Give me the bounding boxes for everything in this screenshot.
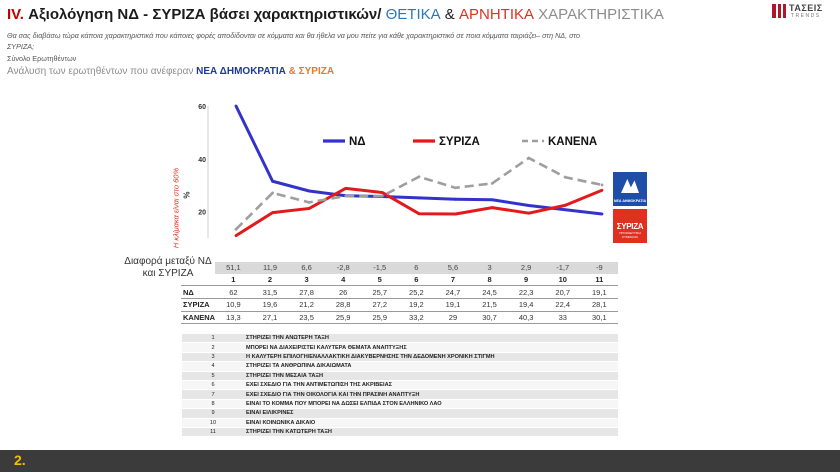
table-cell: 31,5: [252, 286, 289, 299]
table-cell: 19,2: [398, 299, 435, 312]
data-point: [271, 191, 274, 194]
table-cell: 3: [304, 275, 309, 285]
table-cell: 51,1: [215, 262, 252, 274]
characteristic-text: ΕΧΕΙ ΣΧΕΔΙΟ ΓΙΑ ΤΗΝ ΑΝΤΙΜΕΤΩΠΙΣΗ ΤΗΣ ΑΚΡΙΒΕΙΑΣ: [244, 380, 618, 389]
title-negative: ΑΡΝΗΤΙΚΑ: [458, 6, 534, 23]
table-cell: 40,3: [508, 311, 545, 324]
table-cell: 19,6: [252, 299, 289, 312]
nd-logo-label: ΝΕΑ ΔΗΜΟΚΡΑΤΙΑ: [613, 199, 647, 203]
table-cell: -9: [581, 262, 618, 274]
section-number: IV.: [7, 6, 24, 23]
data-point: [491, 198, 494, 201]
data-table: [181, 262, 618, 324]
table-cell: 6: [398, 262, 435, 274]
characteristic-number: 7: [182, 390, 244, 399]
characteristic-number: 9: [182, 409, 244, 418]
table-cell: 20,7: [544, 286, 581, 299]
title-positive: ΘΕΤΙΚΑ: [385, 6, 441, 23]
data-point: [454, 186, 457, 189]
series-line-3: [236, 158, 602, 229]
characteristic-row: [182, 418, 618, 427]
table-cell: 2,9: [508, 262, 545, 274]
table-cell: 19,1: [581, 286, 618, 299]
table-cell: 24,5: [471, 286, 508, 299]
question-text: Θα σας διαβάσω τώρα κάποια χαρακτηριστικά που κάποιες φορές αποδίδονται σε κόμματα και θα ήθελα να μου πείτε για κάθε χαρακτηριστικό σε ποια κόμματα ταιριάζει– στη ΝΔ, στο ΣΥΡΙΖΑ;: [7, 31, 581, 51]
legend-label: ΝΔ: [349, 136, 366, 148]
table-cell: 25,9: [361, 311, 398, 324]
table-cell: 11,9: [252, 262, 289, 274]
table-cell: 11: [595, 275, 604, 285]
data-point: [454, 198, 457, 201]
table-cell: 21,2: [288, 299, 325, 312]
data-point: [564, 176, 567, 179]
data-point: [344, 195, 347, 198]
characteristic-row: [182, 352, 618, 361]
data-point: [564, 208, 567, 211]
table-cell: 9: [524, 275, 529, 285]
analysis-amp: &: [288, 66, 296, 77]
characteristic-row: [182, 409, 618, 418]
characteristic-text: ΜΠΟΡΕΙ ΝΑ ΔΙΑΧΕΙΡΙΣΤΕΙ ΚΑΛΥΤΕΡΑ ΘΕΜΑΤΑ ΑΝΑΠΤΥΞΗΣ: [244, 343, 618, 352]
characteristic-row: [182, 390, 618, 399]
row-label: ΚΑΝΕΝΑ: [183, 313, 216, 323]
syriza-logo-label: ΣΥΡΙΖΑ: [616, 222, 644, 231]
data-point: [418, 212, 421, 215]
data-point: [601, 189, 604, 192]
table-cell: 28,8: [325, 299, 362, 312]
table-cell: 27,2: [361, 299, 398, 312]
characteristic-text: ΣΤΗΡΙΖΕΙ ΤΑ ΑΝΘΡΩΠΙΝΑ ΔΙΚΑΙΩΜΑΤΑ: [244, 362, 618, 371]
y-axis-label: %: [182, 191, 192, 199]
data-point: [491, 206, 494, 209]
table-cell: 24,7: [435, 286, 472, 299]
characteristic-text: Η ΚΑΛΥΤΕΡΗ ΕΠΙΛΟΓΗ/ΕΝΑΛΛΑΚΤΙΚΗ ΔΙΑΚΥΒΕΡΝΗΣΗΣ ΤΗΝ ΔΕΔΟΜΕΝΗ ΧΡΟΝΙΚΗ ΣΤΙΓΜΗ: [244, 352, 618, 361]
characteristic-text: ΕΙΝΑΙ ΤΟ ΚΟΜΜΑ ΠΟΥ ΜΠΟΡΕΙ ΝΑ ΔΩΣΕΙ ΕΛΠΙΔΑ ΣΤΟΝ ΕΛΛΗΝΙΚΟ ΛΑΟ: [244, 399, 618, 408]
data-point: [381, 195, 384, 198]
data-point: [235, 234, 238, 237]
table-cell: 6,6: [288, 262, 325, 274]
row-label: [181, 262, 215, 274]
table-cell: 10: [558, 275, 567, 285]
title-main: Αξιολόγηση ΝΔ - ΣΥΡΙΖΑ βάσει χαρακτηριστικών/: [28, 6, 382, 23]
analysis-syriza: ΣΥΡΙΖΑ: [298, 66, 335, 77]
characteristic-number: 11: [182, 427, 244, 436]
table-cell: 22,4: [544, 299, 581, 312]
data-point: [491, 182, 494, 185]
table-cell: 25,2: [398, 286, 435, 299]
data-point: [344, 187, 347, 190]
series-line-2: [236, 188, 602, 235]
sample-text: Σύνολο Ερωτηθέντων: [7, 54, 77, 63]
legend-label: ΣΥΡΙΖΑ: [439, 136, 480, 148]
syriza-party-logo: [613, 209, 647, 243]
characteristic-text: ΕΧΕΙ ΣΧΕΔΙΟ ΓΙΑ ΤΗΝ ΟΙΚΟΛΟΓΙΑ ΚΑΙ ΤΗΝ ΠΡΑΣΙΝΗ ΑΝΑΠΤΥΞΗ: [244, 390, 618, 399]
data-point: [235, 105, 238, 108]
data-point: [564, 204, 567, 207]
characteristic-text: ΕΙΝΑΙ ΕΙΛΙΚΡΙΝΕΣ: [244, 409, 618, 418]
data-point: [527, 204, 530, 207]
logo-sub: TRENDS: [791, 13, 821, 19]
table-cell: -1,7: [544, 262, 581, 274]
table-cell: 29: [435, 311, 472, 324]
characteristic-row: [182, 343, 618, 352]
row-label: ΝΔ: [181, 286, 215, 299]
data-point: [601, 213, 604, 216]
characteristic-text: ΕΙΝΑΙ ΚΟΙΝΩΝΙΚΑ ΔΙΚΑΙΟ: [244, 418, 618, 427]
table-cell: 6: [414, 275, 419, 285]
data-point: [527, 212, 530, 215]
data-point: [308, 207, 311, 210]
characteristic-number: 4: [182, 362, 244, 371]
data-point: [418, 175, 421, 178]
nd-party-logo: [613, 172, 647, 206]
table-row: [181, 299, 618, 312]
data-point: [235, 228, 238, 231]
title-amp: &: [444, 6, 455, 23]
index-row: [181, 274, 618, 286]
characteristic-number: 6: [182, 380, 244, 389]
characteristic-number: 3: [182, 352, 244, 361]
characteristic-row: [182, 362, 618, 371]
data-point: [381, 191, 384, 194]
characteristic-row: [182, 380, 618, 389]
data-point: [418, 196, 421, 199]
nd-torch-icon: [621, 179, 639, 193]
table-cell: 23,5: [288, 311, 325, 324]
legend-label: ΚΑΝΕΝΑ: [548, 136, 598, 148]
table-cell: 33: [544, 311, 581, 324]
table-row: [181, 311, 618, 324]
table-row: [181, 286, 618, 299]
characteristic-text: ΣΤΗΡΙΖΕΙ ΤΗΝ ΚΑΤΩΤΕΡΗ ΤΑΞΗ: [244, 427, 618, 436]
characteristic-number: 8: [182, 399, 244, 408]
data-point: [454, 213, 457, 216]
analysis-nd: ΝΕΑ ΔΗΜΟΚΡΑΤΙΑ: [196, 66, 286, 77]
table-cell: 4: [341, 275, 346, 285]
table-cell: 7: [450, 275, 456, 285]
characteristic-row: [182, 334, 618, 343]
table-cell: 26: [325, 286, 362, 299]
table-cell: 22,3: [508, 286, 545, 299]
characteristic-text: ΣΤΗΡΙΖΕΙ ΤΗΝ ΑΝΩΤΕΡΗ ΤΑΞΗ: [244, 334, 618, 343]
table-cell: 10,9: [215, 299, 252, 312]
table-cell: 25,9: [325, 311, 362, 324]
characteristic-text: ΣΤΗΡΙΖΕΙ ΤΗΝ ΜΕΣΑΙΑ ΤΑΞΗ: [244, 371, 618, 380]
characteristic-row: [182, 371, 618, 380]
table-cell: 25,7: [361, 286, 398, 299]
row-label: [181, 274, 215, 286]
y-tick-label: 40: [198, 156, 206, 164]
logo-name: ΤΑΣΕΙΣ: [789, 3, 823, 13]
characteristic-number: 10: [182, 418, 244, 427]
y-tick-label: 60: [198, 104, 206, 111]
table-cell: 5,6: [435, 262, 472, 274]
data-point: [271, 211, 274, 214]
footer-bar: [0, 450, 840, 472]
table-cell: 8: [487, 275, 492, 285]
table-cell: 2: [267, 275, 273, 285]
table-cell: 62: [215, 286, 252, 299]
title-characteristics: ΧΑΡΑΚΤΗΡΙΣΤΙΚΑ: [538, 6, 664, 23]
difference-row: [181, 262, 618, 274]
table-cell: 5: [377, 275, 382, 285]
table-cell: 30,7: [471, 311, 508, 324]
syriza-logo-sub: ΠΡΟΟΔΕΥΤΙΚΗ ΣΥΜΜΑΧΙΑ: [619, 231, 641, 239]
table-cell: 27,8: [288, 286, 325, 299]
data-point: [308, 201, 311, 204]
characteristic-number: 1: [182, 334, 244, 343]
table-cell: 3: [471, 262, 508, 274]
table-cell: 19,1: [435, 299, 472, 312]
table-cell: 33,2: [398, 311, 435, 324]
table-cell: 13,3: [215, 311, 252, 324]
row-label: ΣΥΡΙΖΑ: [181, 299, 215, 312]
table-cell: 19,4: [508, 299, 545, 312]
table-cell: 21,5: [471, 299, 508, 312]
data-point: [271, 180, 274, 183]
table-cell: -1,5: [361, 262, 398, 274]
table-cell: -2,8: [325, 262, 362, 274]
data-point: [308, 190, 311, 193]
characteristic-row: [182, 399, 618, 408]
data-point: [601, 184, 604, 187]
y-tick-label: 20: [198, 209, 206, 217]
table-cell: 27,1: [252, 311, 289, 324]
characteristics-legend: [182, 334, 618, 437]
characteristic-row: [182, 427, 618, 436]
analysis-prefix: Ανάλυση των ερωτηθέντων που ανέφεραν: [7, 66, 194, 77]
scale-note: Η κλίμακα είναι στο 60%: [171, 167, 181, 249]
table-cell: 28,1: [581, 299, 618, 312]
table-cell: 1: [231, 275, 236, 285]
difference-caption: Διαφορά μεταξύ ΝΔ και ΣΥΡΙΖΑ: [124, 256, 212, 279]
data-point: [527, 157, 530, 160]
footer-page-label: 2.: [14, 452, 26, 468]
table-cell: 30,1: [581, 311, 618, 324]
characteristic-number: 5: [182, 371, 244, 380]
characteristic-number: 2: [182, 343, 244, 352]
